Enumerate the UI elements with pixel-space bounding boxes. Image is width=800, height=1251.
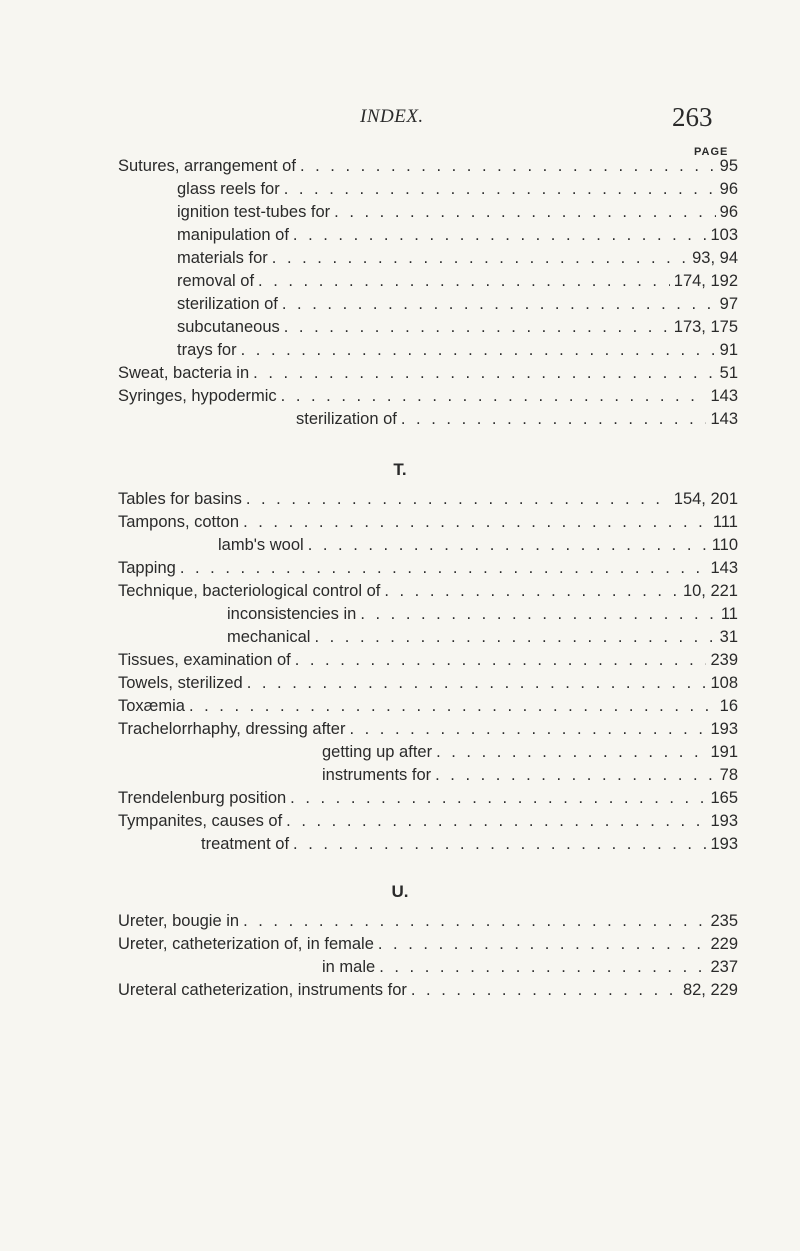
entry-pages: 31: [719, 628, 738, 646]
entry-pages: 229: [710, 935, 738, 953]
entry-term: Tympanites, causes of: [118, 812, 283, 830]
dot-leader: [189, 695, 716, 717]
entry-pages: 173, 175: [673, 318, 738, 336]
entry-term: in male: [322, 958, 376, 976]
entry-term: mechanical: [227, 628, 311, 646]
entry-term: Sweat, bacteria in: [118, 364, 250, 382]
index-entry: [118, 178, 738, 200]
entry-term: materials for: [177, 249, 268, 267]
entry-term: treatment of: [201, 835, 290, 853]
entry-term: Ureteral catheterization, instruments for: [118, 981, 407, 999]
entry-term: Tables for basins: [118, 490, 242, 508]
index-entry: [118, 603, 738, 625]
dot-leader: [290, 787, 706, 809]
index-entry: [118, 557, 738, 579]
entry-pages: 143: [710, 410, 738, 428]
dot-leader: [247, 672, 707, 694]
dot-leader: [281, 385, 707, 407]
index-entry: [118, 293, 738, 315]
entry-term: Tissues, examination of: [118, 651, 291, 669]
entry-term: Syringes, hypodermic: [118, 387, 277, 405]
index-entry: [118, 488, 738, 510]
dot-leader: [180, 557, 707, 579]
dot-leader: [436, 741, 706, 763]
dot-leader: [360, 603, 717, 625]
index-entry: [118, 741, 738, 763]
dot-leader: [293, 224, 707, 246]
dot-leader: [284, 178, 716, 200]
entry-term: Sutures, arrangement of: [118, 157, 296, 175]
entry-pages: 93, 94: [692, 249, 738, 267]
index-entry: [118, 626, 738, 648]
entry-term: Tampons, cotton: [118, 513, 240, 531]
index-entry: [118, 408, 738, 430]
index-entry: [118, 534, 738, 556]
dot-leader: [411, 979, 679, 1001]
entry-pages: 78: [719, 766, 738, 784]
entry-pages: 165: [710, 789, 738, 807]
dot-leader: [241, 339, 716, 361]
entry-pages: 143: [710, 559, 738, 577]
index-entry: [118, 810, 738, 832]
entry-pages: 154, 201: [673, 490, 738, 508]
index-entry: [118, 339, 738, 361]
index-entry: [118, 956, 738, 978]
dot-leader: [243, 910, 706, 932]
dot-leader: [246, 488, 670, 510]
dot-leader: [401, 408, 707, 430]
index-entry: [118, 672, 738, 694]
entry-term: sterilization of: [177, 295, 278, 313]
entry-pages: 96: [719, 180, 738, 198]
entry-pages: 103: [710, 226, 738, 244]
entry-pages: 237: [710, 958, 738, 976]
index-entry: [118, 247, 738, 269]
entry-pages: 174, 192: [673, 272, 738, 290]
entry-pages: 193: [710, 720, 738, 738]
index-entry: [118, 649, 738, 671]
index-entry: [118, 362, 738, 384]
dot-leader: [378, 933, 707, 955]
page-header: [0, 100, 800, 140]
index-entry: [118, 933, 738, 955]
dot-leader: [334, 201, 715, 223]
entry-term: sterilization of: [296, 410, 397, 428]
entry-term: Technique, bacteriological control of: [118, 582, 381, 600]
entry-term: Tapping: [118, 559, 176, 577]
entry-pages: 193: [710, 812, 738, 830]
index-entry: [118, 695, 738, 717]
section-letter: U.: [391, 882, 409, 901]
index-entry: [118, 787, 738, 809]
dot-leader: [272, 247, 688, 269]
entry-pages: 82, 229: [682, 981, 738, 999]
index-entry: [118, 764, 738, 786]
entry-term: Towels, sterilized: [118, 674, 243, 692]
entry-term: Ureter, bougie in: [118, 912, 240, 930]
index-entry: [118, 155, 738, 177]
dot-leader: [286, 810, 706, 832]
index-entry: [118, 224, 738, 246]
dot-leader: [308, 534, 708, 556]
dot-leader: [300, 155, 716, 177]
index-entry: [118, 385, 738, 407]
entry-term: subcutaneous: [177, 318, 280, 336]
page-column-label: PAGE: [694, 146, 729, 158]
dot-leader: [435, 764, 716, 786]
entry-term: lamb's wool: [218, 536, 304, 554]
entry-pages: 108: [710, 674, 738, 692]
index-entry: [118, 833, 738, 855]
entry-term: inconsistencies in: [227, 605, 357, 623]
entry-pages: 11: [720, 605, 738, 623]
dot-leader: [379, 956, 706, 978]
dot-leader: [349, 718, 706, 740]
index-entry: [118, 511, 738, 533]
entry-pages: 10, 221: [682, 582, 738, 600]
index-entry: [118, 316, 738, 338]
index-entry: [118, 910, 738, 932]
dot-leader: [293, 833, 706, 855]
entry-term: Ureter, catheterization of, in female: [118, 935, 374, 953]
dot-leader: [384, 580, 679, 602]
entry-pages: 191: [710, 743, 738, 761]
entry-term: Trachelorrhaphy, dressing after: [118, 720, 346, 738]
entry-term: manipulation of: [177, 226, 289, 244]
page-number: 263: [672, 102, 713, 132]
entry-pages: 239: [710, 651, 738, 669]
dot-leader: [314, 626, 715, 648]
entry-pages: 111: [712, 513, 738, 531]
entry-term: instruments for: [322, 766, 432, 784]
entry-term: Toxæmia: [118, 697, 185, 715]
dot-leader: [253, 362, 715, 384]
entry-pages: 51: [719, 364, 738, 382]
index-entry: [118, 718, 738, 740]
entry-pages: 16: [719, 697, 738, 715]
entry-term: ignition test-tubes for: [177, 203, 331, 221]
dot-leader: [284, 316, 670, 338]
entry-pages: 110: [711, 536, 738, 554]
entry-term: Trendelenburg position: [118, 789, 287, 807]
index-entry: [118, 270, 738, 292]
entry-pages: 96: [719, 203, 738, 221]
dot-leader: [243, 511, 709, 533]
entry-pages: 95: [719, 157, 738, 175]
entry-term: removal of: [177, 272, 255, 290]
entry-term: trays for: [177, 341, 237, 359]
entry-pages: 91: [719, 341, 738, 359]
entry-term: getting up after: [322, 743, 433, 761]
dot-leader: [258, 270, 670, 292]
entry-pages: 143: [710, 387, 738, 405]
dot-leader: [295, 649, 707, 671]
index-entry: [118, 201, 738, 223]
dot-leader: [282, 293, 716, 315]
entry-pages: 193: [710, 835, 738, 853]
entry-pages: 97: [719, 295, 738, 313]
entry-term: glass reels for: [177, 180, 280, 198]
section-letter: T.: [393, 460, 407, 479]
index-entry: [118, 979, 738, 1001]
entry-pages: 235: [710, 912, 738, 930]
running-title: INDEX.: [360, 106, 424, 127]
index-entry: [118, 580, 738, 602]
